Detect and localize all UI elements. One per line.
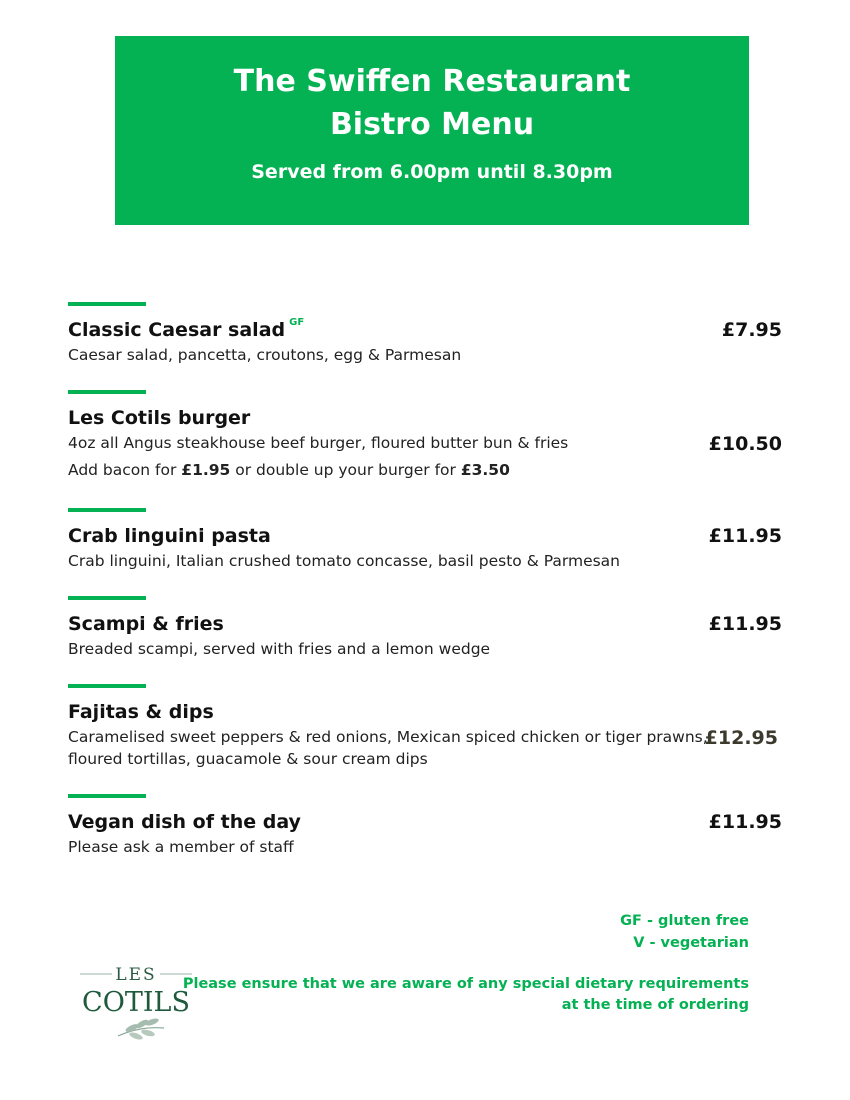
legend-vegetarian: V - vegetarian	[633, 935, 749, 951]
menu-title: Bistro Menu	[329, 107, 535, 142]
item-divider	[68, 794, 146, 798]
item-description: Caesar salad, pancetta, croutons, egg & Parmesan	[68, 346, 462, 364]
item-price: £11.95	[708, 613, 782, 635]
item-divider	[68, 302, 146, 306]
menu-header-banner	[115, 36, 749, 225]
item-price: £11.95	[708, 811, 782, 833]
item-price: £12.95	[704, 727, 778, 749]
service-hours: Served from 6.00pm until 8.30pm	[251, 161, 613, 183]
item-price: £7.95	[721, 319, 782, 341]
item-divider	[68, 390, 146, 394]
dietary-notice-line2: at the time of ordering	[561, 997, 749, 1013]
item-description: Breaded scampi, served with fries and a lemon wedge	[68, 640, 491, 658]
item-name: Les Cotils burger	[68, 407, 251, 429]
item-description: 4oz all Angus steakhouse beef burger, floured butter bun & fries	[68, 434, 569, 452]
item-divider	[68, 596, 146, 600]
item-name: Vegan dish of the day	[68, 811, 301, 833]
item-divider	[68, 684, 146, 688]
item-description: Please ask a member of staff	[68, 838, 294, 856]
gf-badge: GF	[289, 317, 305, 328]
item-description: Crab linguini, Italian crushed tomato concasse, basil pesto & Parmesan	[68, 552, 620, 570]
dietary-notice-line1: Please ensure that we are aware of any special dietary requirements	[182, 976, 749, 992]
item-description-line2: floured tortillas, guacamole & sour cream dips	[68, 750, 428, 768]
item-description-line1: Caramelised sweet peppers & red onions, Mexican spiced chicken or tiger prawns,	[68, 728, 708, 746]
svg-text:LES: LES	[115, 965, 157, 985]
addon-price-double: £3.50	[460, 461, 510, 479]
legend-gluten-free: GF - gluten free	[620, 913, 749, 929]
addon-price-bacon: £1.95	[181, 461, 231, 479]
item-price: £11.95	[708, 525, 782, 547]
item-name: Scampi & fries	[68, 613, 224, 635]
item-name: Classic Caesar salad $^{GF}$	[68, 317, 305, 341]
item-addon: Add bacon for £1.95 or double up your burger for £3.50	[68, 461, 510, 479]
les-cotils-logo	[78, 962, 198, 1048]
item-divider	[68, 508, 146, 512]
svg-text:COTILS: COTILS	[82, 987, 190, 1018]
restaurant-title: The Swiffen Restaurant	[233, 64, 631, 99]
item-price: £10.50	[708, 433, 782, 455]
item-name: Fajitas & dips	[68, 701, 214, 723]
item-name: Crab linguini pasta	[68, 525, 271, 547]
